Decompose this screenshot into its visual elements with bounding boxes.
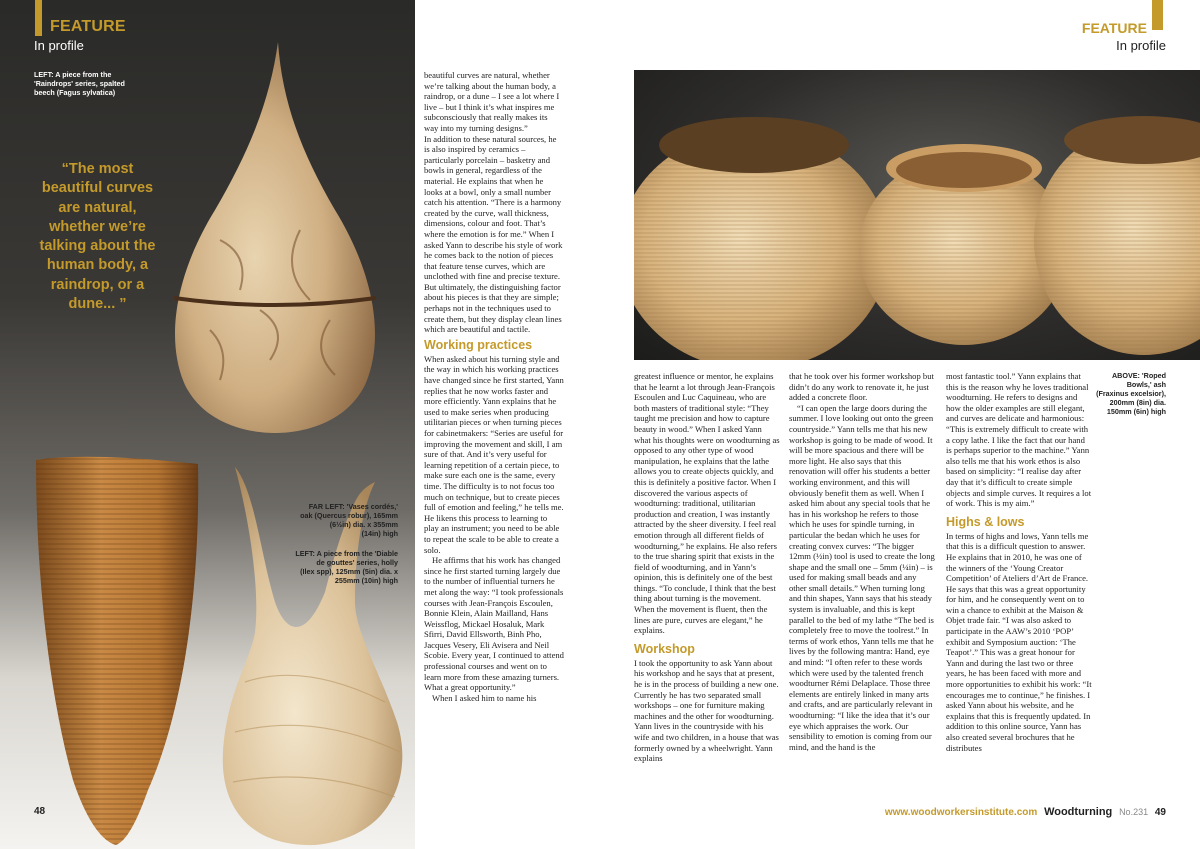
paragraph: I took the opportunity to ask Yann about his workshop and he says that at present, he is in the process of building a new one. Currently he has two separated small workshops – one for furniture making machines and the other for woodturning. Yann lives in the countryside with his wife and two children, in a house that was formerly owned by a wheelwright. Yann explains xyxy=(634,657,779,764)
article-column-1 xyxy=(424,70,564,703)
caption-line: LEFT: A piece from the xyxy=(34,70,112,79)
subhead-working-practices: Working practices xyxy=(424,337,533,352)
subhead-highs-lows: Highs & lows xyxy=(946,514,1025,529)
feature-accent-bar xyxy=(35,0,42,36)
caption-diable-de-gouttes xyxy=(295,549,398,585)
caption-line: ABOVE: 'Roped xyxy=(1111,371,1166,380)
left-photo-panel xyxy=(0,0,415,849)
caption-line: (Ilex spp), 125mm (5in) dia. x xyxy=(300,567,398,576)
pull-quote: “The most beautiful curves are natural, whether we’re talking about the human body, a raindrop, or a dune... ” xyxy=(39,161,156,313)
roped-bowls-image xyxy=(634,70,1200,360)
raindrop-vessel-image xyxy=(160,40,390,435)
feature-accent-bar xyxy=(1152,0,1163,30)
caption-line: oak (Quercus robur), 165mm xyxy=(300,511,398,520)
page-number-left: 48 xyxy=(34,806,46,817)
vases-cordes-image xyxy=(28,450,208,849)
caption-line: beech (Fagus sylvatica) xyxy=(34,88,116,97)
paragraph: beautiful curves are natural, whether we’re talking about the human body, a raindrop, or a dune – I see a lot where I live – but I think it’s what inspires me subconsciously that really makes its way into my turning designs.” xyxy=(424,70,560,133)
footer-right xyxy=(885,806,1166,818)
feature-label: FEATURE xyxy=(50,18,126,35)
article-column-2 xyxy=(634,371,780,764)
article-column-3 xyxy=(789,371,935,752)
caption-line: 200mm (8in) dia. xyxy=(1109,398,1166,407)
caption-raindrop xyxy=(34,70,125,97)
paragraph: most fantastic tool.” Yann explains that this is the reason why he loves traditional woodturning. He refers to designs and how the older examples are still elegant, and curves are delicate and harmonious: “This is extremely difficult to create with a copy lathe. I like the fact that our hand is perhaps superior to the machine.” Yann also tells me that his work ethos is also based on simplicity: “I realise day after day that it’s difficult to create simple objects and simple curves. It requires a lot of work. This is my aim.” xyxy=(946,371,1092,509)
paragraph: “I can open the large doors during the summer. I love looking out onto the green countryside.” Yann tells me that his new workshop is going to be made of wood. It will be more spacious and there will be more light. He also says that this renovation will offer his students a better working environment, and this will obviously benefit them as well. When I asked him about any special tools that he has in his workshop he refers to those which he uses for spindle turning, in particular the bedan which he uses for creating convex curves: “The bigger 12mm (½in) tool is used to create the long shape and the small one – 5mm (¼in) – is used for making small beads and any other small details.” When turning long and thin shapes, Yann says that his steady system is invaluable, and this is kept parallel to the bed of my lathe “The bed is completely free to move the toolrest.” In terms of work ethos, Yann tells me that he lives by the following mantra: Hand, eye and mind: “I often refer to these words which were used by the talented french woodturner Rémi Delaplace. Those three elements are entirely linked in many arts and crafts, and are particularly relevant in woodturning: “I like the idea that it’s our eye which appraises the work. Our sensibility to emotion is coming from our mind, and the hand is the xyxy=(789,402,935,752)
paragraph: that he took over his former workshop but didn’t do any work to renovate it, he just added a concrete floor. xyxy=(789,371,934,403)
paragraph: greatest influence or mentor, he explains that he learnt a lot through Jean-François Escoulen and Luc Caquineau, who are both masters of traditional style: “They taught me precision and how to capture beauty in wood.” When I asked Yann what his thoughts were on woodturning as opposed to any other type of wood manipulation, he explains that the lathe allows you to create objects quickly, and this is definitely a positive factor. When I discovered the various aspects of woodturning: traditional, utilitarian production and creation, I was instantly attracted by the sheer diversity. I feel real emotion through all different fields of woodturning,” he explains. He also refers to the true sharing spirit that exists in the field of woodturning, and in Yann’s opinion, this is definitely one of the best things. “To conclude, I think that the best thing about turning is the movement. When the movement is fluent, then the lines are pure, curves are elegant,” he explains. xyxy=(634,371,780,636)
page-number-right: 49 xyxy=(1154,807,1166,818)
roped-bowls-photo xyxy=(634,70,1200,360)
subhead-workshop: Workshop xyxy=(634,641,695,656)
caption-line: LEFT: A piece from the 'Diable xyxy=(295,549,398,558)
caption-line: (6½in) dia. x 355mm xyxy=(329,520,398,529)
paragraph: He affirms that his work has changed since he first started turning largely due to the number of influential turners he met along the way: “I took professionals courses with Jean-François Escoulen, Bonnie Klein, Alain Mailland, Hans Weissflog, Mickael Hosaluk, Mark Sfirri, David Ellsworth, Binh Pho, Jacques Vesery, Eli Avisera and Neil Scobie. Every year, I continued to attend professional courses and went on to learn more from these amazing turners. What a great opportunity.” xyxy=(424,555,564,693)
caption-line: (14in) high xyxy=(361,529,398,538)
footer-url[interactable]: www.woodworkersinstitute.com xyxy=(884,807,1038,818)
article-column-4 xyxy=(946,371,1092,753)
footer-magazine-name: Woodturning xyxy=(1044,806,1113,818)
paragraph: When asked about his turning style and the way in which his working practices have changed since he first started, Yann replies that he now works faster and more efficiently. Yann explains that he used to make series when producing utilitarian pieces or when turning pieces for cabinetmakers: “Series are useful for improving the movement and skill, I am sure of that. And it’s very useful for learning repetition of a certain piece, to make sure each one is the same, every time. The difficulty is to not focus too much on technique, but to create pieces full of emotion and feeling,” he tells me. He likens this process to learning to play an instrument; you need to be able to repeat the scale to be able to create a solo. xyxy=(424,353,564,555)
caption-line: Bowls,' ash xyxy=(1126,380,1166,389)
caption-vases-cordes xyxy=(300,502,398,538)
feature-label: FEATURE xyxy=(1081,20,1147,36)
section-label: In profile xyxy=(34,38,84,53)
section-label: In profile xyxy=(1116,38,1166,53)
caption-line: 255mm (10in) high xyxy=(334,576,398,585)
footer-issue: No.231 xyxy=(1119,807,1149,817)
paragraph: In addition to these natural sources, he is also inspired by ceramics – particularly porcelain – basketry and bowls in general, regardless of the material. He explains that when he looks at a bowl, only a small number catch his attention. “There is a harmony created by the curve, wall thickness, dimensions, colour and foot. That’s where the emotion is for me.” When I asked Yann to describe his style of work he comes back to the notion of pieces that feature tense curves, which are unclothed with fine and precise texture. But ultimately, the distinguishing factor about his pieces is that they are simple; perhaps not in the techniques used to create them, but they display clean lines which are beautiful and tactile. xyxy=(424,133,563,335)
paragraph: In terms of highs and lows, Yann tells me that this is a difficult question to answer. He explains that in 2010, he was one of the winners of the ‘Young Creator Competition’ of Ateliers d’Art de France. He says that this was a great opportunity for him, and he consequently went on to win a chance to exhibit at the Maison & Objet trade fair. “I was also asked to participate in the AAW’s 2010 ‘POP’ exhibit and Symposium auction: ‘The Teapot’.” This was a great honour for Yann and during the last two or three years, he has been faced with more and more opportunities to exhibit his work: “It encourages me to continue,” he finishes. I asked Yann about his website, and he explains that this is frequently updated. In addition to this online source, Yann has also created several brochures that he distributes xyxy=(946,530,1092,753)
caption-line: FAR LEFT: 'Vases cordés,' xyxy=(308,502,398,511)
caption-line: (Fraxinus excelsior), xyxy=(1096,389,1166,398)
caption-line: 150mm (6in) high xyxy=(1106,407,1166,416)
caption-line: 'Raindrops' series, spalted xyxy=(34,79,125,88)
caption-roped-bowls xyxy=(1096,371,1166,416)
paragraph: When I asked him to name his xyxy=(432,692,537,703)
caption-line: de gouttes' series, holly xyxy=(316,558,398,567)
